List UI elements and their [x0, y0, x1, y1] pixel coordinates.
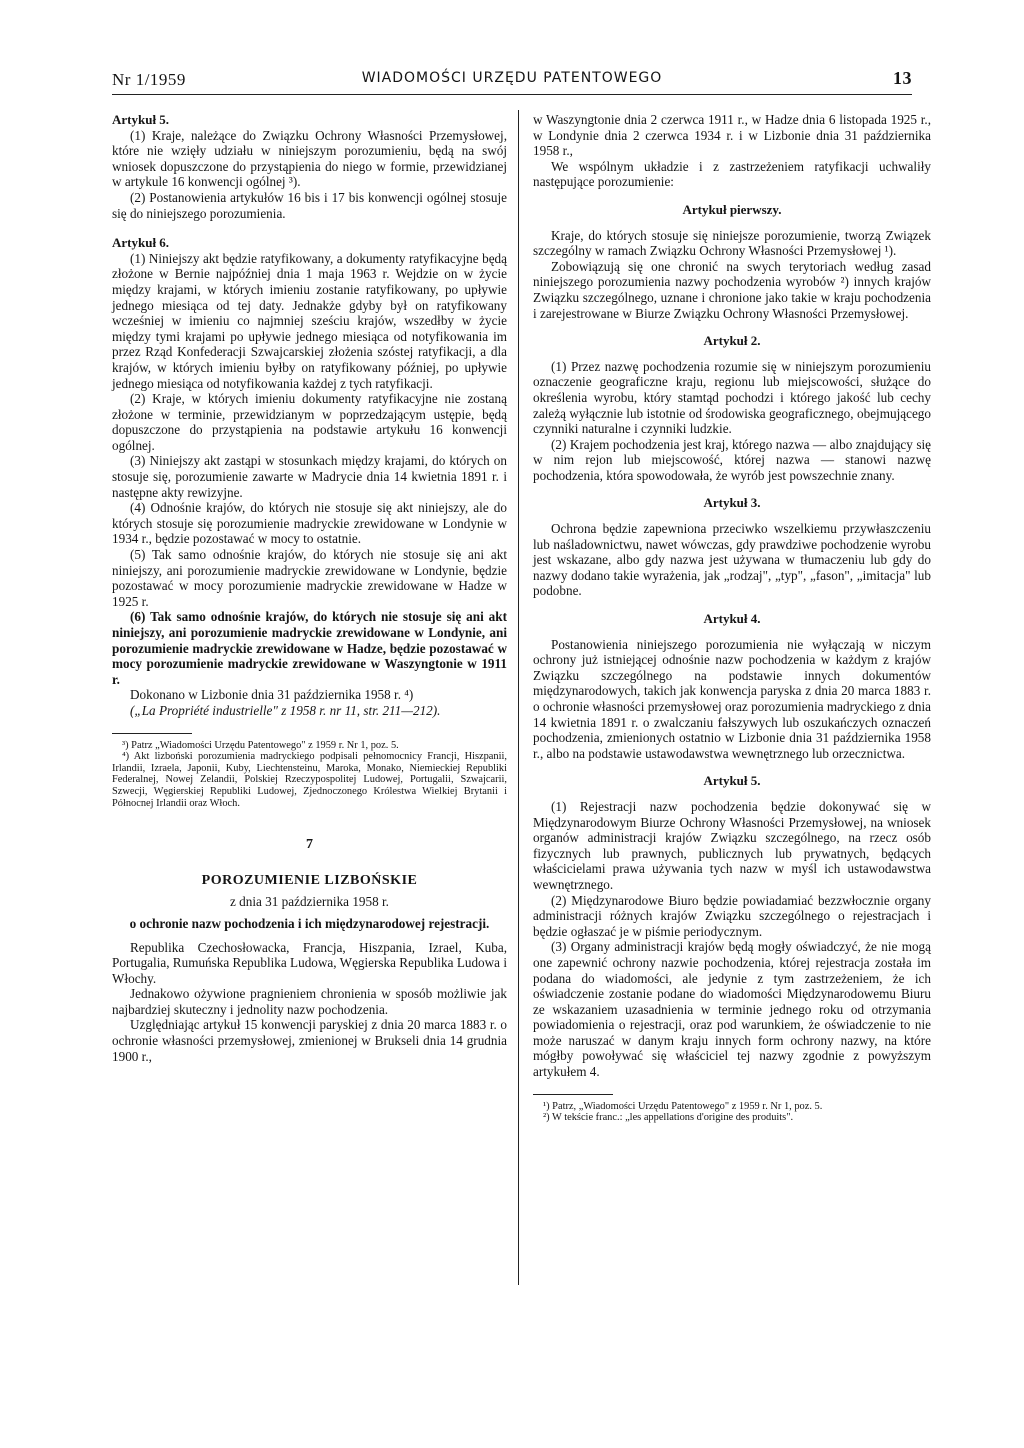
article-5-right-paragraph-3: (3) Organy administracji krajów będą mogły oświadczyć, że nie mogą one zapewnić ochrony nazwie pochodzenia, której rejestracja została im podana do wiadomości, ale jedynie z tym zastrzeżeniem, że ich oświadczenie zostanie podane do wiadomości Międzynarodowemu Biuru ze wskazaniem uzasadnienia w terminie jednego roku od otrzymania powiadomienia o rejestracji, oraz pod warunkiem, że oświadczenie to nie może naruszać w danym kraju innych form ochrony nazwy, na które mógłby powoływać się właściciel tej nazwy zgodnie z powyższym artykułem 4. — [533, 939, 931, 1080]
article-6-paragraph-5: (5) Tak samo odnośnie krajów, do których nie stosuje się ani akt niniejszy, ani porozumienie madryckie zrewidowane w Londynie, będzie pozostawać w mocy porozumienie madryckie zrewidowane w Hadze w 1925 r. — [112, 547, 507, 609]
article-2-paragraph-1: (1) Przez nazwę pochodzenia rozumie się w niniejszym porozumieniu oznaczenie geograficzne kraju, regionu lub miejscowości, służące do określenia wyrobu, który stamtąd pochodzi i którego jakość lub cechy zależą wyłącznie lub istotnie od środowiska geograficznego, obejmującego czynniki naturalne i czynniki ludzkie. — [533, 358, 931, 437]
article-6-heading: Artykuł 6. — [112, 235, 170, 251]
source-citation: („La Propriété industrielle" z 1958 r. nr 11, str. 211—212). — [130, 702, 441, 718]
article-2-heading: Artykuł 2. — [703, 333, 761, 349]
document-title: POROZUMIENIE LIZBOŃSKIE — [201, 872, 418, 888]
article-6-paragraph-2: (2) Kraje, w których imieniu dokumenty ratyfikacyjne nie zostaną złożone w terminie, przewidzianym w poprzedzającym ustępie, będą dopuszczone do przystąpienia na podstawie artykułu 16 konwencji ogólnej. — [112, 391, 507, 453]
document-paragraph-2: Jednakowo ożywione pragnieniem chronienia w sposób możliwie jak najbardziej skuteczny i jednolity nazw pochodzenia. — [112, 986, 507, 1017]
article-5-heading: Artykuł 5. — [112, 112, 170, 127]
footnote-1: ¹) Patrz, „Wiadomości Urzędu Patentowego" z 1959 r. Nr 1, poz. 5. — [543, 1100, 823, 1112]
article-1-paragraph-1: Kraje, do których stosuje się niniejsze porozumienie, tworzą Związek szczególny w ramach Związku Ochrony Własności Przemysłowej ¹). — [533, 227, 931, 259]
footnotes-right — [533, 1101, 931, 1124]
footnote-rule — [112, 733, 192, 734]
article-5-right-heading: Artykuł 5. — [703, 773, 761, 789]
document-subject: o ochronie nazw pochodzenia i ich międzynarodowej rejestracji. — [129, 915, 490, 931]
issue-number: Nr 1/1959 — [112, 70, 186, 89]
document-paragraph-1: Republika Czechosłowacka, Francja, Hiszpania, Izrael, Kuba, Portugalia, Rumuńska Republika Ludowa, Węgierska Republika Ludowa i Włochy. — [112, 939, 507, 986]
article-5-right-paragraph-1: (1) Rejestracji nazw pochodzenia będzie dokonywać się w Międzynarodowym Biurze Ochrony Własności Przemysłowej, na wniosek organów administracji krajów Związku szczególnego, na rzecz osób fizycznych lub prawnych, publicznych lub prywatnych, będących właścicielami prawa używania tych nazw w myśl ich ustawodawstwa wewnętrznego. — [533, 798, 931, 892]
article-5-paragraph-2: (2) Postanowienia artykułów 16 bis i 17 bis konwencji ogólnej stosuje się do niniejszego porozumienia. — [112, 189, 507, 221]
preamble-continuation: w Waszyngtonie dnia 2 czerwca 1911 r., w Hadze dnia 6 listopada 1925 r., w Londynie dnia 2 czerwca 1934 r. i w Lizbonie dnia 31 października 1958 r., — [533, 112, 931, 159]
article-5-paragraph-1: (1) Kraje, należące do Związku Ochrony Własności Przemysłowej, które nie wzięły udziału w niniejszym porozumieniu, będą na swój wniosek dopuszczone do przystąpienia do niego w formie, przewidzianej w artykule 16 konwencji ogólnej ³). — [112, 127, 507, 190]
article-2-paragraph-2: (2) Krajem pochodzenia jest kraj, którego nazwa — albo znajdujący się w nim rejon lub miejscowość, której nazwa — stanowi nazwę pochodzenia, która spowodowała, że wyrób jest powszechnie znany. — [533, 436, 931, 483]
footnotes-left — [112, 740, 507, 810]
article-6-paragraph-1: (1) Niniejszy akt będzie ratyfikowany, a dokumenty ratyfikacyjne będą złożone w Bernie najpóźniej dnia 1 maja 1963 r. Wejdzie on w życie między krajami, w których imieniu zostanie ratyfikowany, po upływie jednego miesiąca od tej daty. Jednakże gdyby był on ratyfikowany wcześniej w imieniu co najmniej sześciu krajów, wszedłby w życie między tymi krajami po upływie jednego miesiąca od notyfikowania im przez Rząd Konfederacji Szwajcarskiej złożenia szóstej ratyfikacji, a dla krajów, w których imieniu byłby on ratyfikowany później, po upływie jednego miesiąca od notyfikowania każdej z tych ratyfikacji. — [112, 250, 507, 391]
article-6-paragraph-6: (6) Tak samo odnośnie krajów, do których nie stosuje się ani akt niniejszy, ani porozumienie madryckie zrewidowane w Londynie, ani porozumienie madryckie zrewidowane w Hadze, będzie pozostawać w mocy porozumienie madryckie zrewidowane w Waszyngtonie w 1911 r. — [112, 609, 507, 687]
article-4-paragraph-1: Postanowienia niniejszego porozumienia nie wyłączają w niczym ochrony już istniejącej odnośnie nazw pochodzenia w każdym z krajów Związku szczególnego na podstawie innych dokumentów międzynarodowych, takich jak konwencja paryska z dnia 20 marca 1883 r. o ochronie własności przemysłowej oraz porozumienia madryckiego z dnia 14 kwietnia 1891 r. o zwalczaniu fałszywych lub oszukańczych oznaczeń pochodzenia, zmienionych ostatnio w Lizbonie dnia 31 października 1958 r., albo na podstawie ustawodawstwa wewnętrznego lub orzecznictwa. — [533, 636, 931, 761]
done-at-lisbon: Dokonano w Lizbonie dnia 31 października 1958 r. ⁴) — [130, 687, 414, 703]
document-paragraph-3: Uzględniając artykuł 15 konwencji paryskiej z dnia 20 marca 1883 r. o ochronie własności przemysłowej, zmienionej w Brukseli dnia 14 grudnia 1900 r., — [112, 1017, 507, 1064]
article-4-heading: Artykuł 4. — [703, 611, 761, 627]
journal-title: WIADOMOŚCI URZĘDU PATENTOWEGO — [361, 70, 663, 86]
preamble-agreement: We wspólnym układzie i z zastrzeżeniem ratyfikacji uchwaliły następujące porozumienie: — [533, 158, 931, 190]
page-number: 13 — [893, 68, 912, 88]
footnote-2: ²) W tekście franc.: „les appellations d'origine des produits". — [543, 1112, 794, 1124]
page-header — [112, 68, 912, 95]
article-3-heading: Artykuł 3. — [703, 495, 761, 511]
column-divider — [518, 110, 519, 1285]
footnote-3: ³) Patrz „Wiadomości Urzędu Patentowego" z 1959 r. Nr 1, poz. 5. — [122, 739, 399, 751]
document-date: z dnia 31 października 1958 r. — [230, 894, 389, 910]
article-1-paragraph-2: Zobowiązują się one chronić na swych terytoriach według zasad niniejszego porozumienia nazwy pochodzenia wyrobów ²) innych krajów Związku szczególnego, uznane i chronione jako takie w kraju pochodzenia i zarejestrowane w Biurze Związku Ochrony Własności Przemysłowej. — [533, 258, 931, 321]
footnote-4: ⁴) Akt lizboński porozumienia madryckiego podpisali pełnomocnicy Francji, Hiszpanii, Irlandii, Izraela, Japonii, Kuby, Liechtensteinu, Maroka, Monako, Niemieckiej Republiki Federalnej, Nowej Zelandii, Polskiej Rzeczypospolitej Ludowej, Portugalii, Szwajcarii, Szwecji, Węgierskiej Republiki Ludowej, Zjednoczonego Królestwa Wielkiej Brytanii i Północnej Irlandii oraz Włoch. — [112, 751, 507, 809]
document-number: 7 — [306, 837, 313, 853]
article-5-right-paragraph-2: (2) Międzynarodowe Biuro będzie powiadamiać bezzwłocznie organy administracji różnych krajów Związku szczególnego o rejestracjach i będzie ogłaszać je w piśmie periodycznym. — [533, 892, 931, 939]
article-6-paragraph-4: (4) Odnośnie krajów, do których nie stosuje się akt niniejszy, ale do których stosuje się porozumienie madryckie zrewidowane w Londynie w 1934 r., będzie pozostawać w mocy to ostatnie. — [112, 500, 507, 547]
article-1-heading: Artykuł pierwszy. — [682, 201, 782, 217]
article-6-paragraph-3: (3) Niniejszy akt zastąpi w stosunkach między krajami, do których on stosuje się, porozumienie zawarte w Madrycie dnia 14 kwietnia 1891 r. i następne akty rewizyjne. — [112, 453, 507, 500]
left-column — [112, 112, 507, 1064]
right-column — [533, 112, 931, 1124]
footnote-rule-right — [533, 1094, 613, 1095]
article-3-paragraph-1: Ochrona będzie zapewniona przeciwko wszelkiemu przywłaszczeniu lub naśladownictwu, nawet wówczas, gdy prawdziwe pochodzenie wyrobu jest wskazane, albo gdy nazwa jest używana w tłumaczeniu lub gdy do nazwy dodano takie wyrażenia, jak „rodzaj", „typ", „fason", „imitacja" lub podobne. — [533, 521, 931, 599]
